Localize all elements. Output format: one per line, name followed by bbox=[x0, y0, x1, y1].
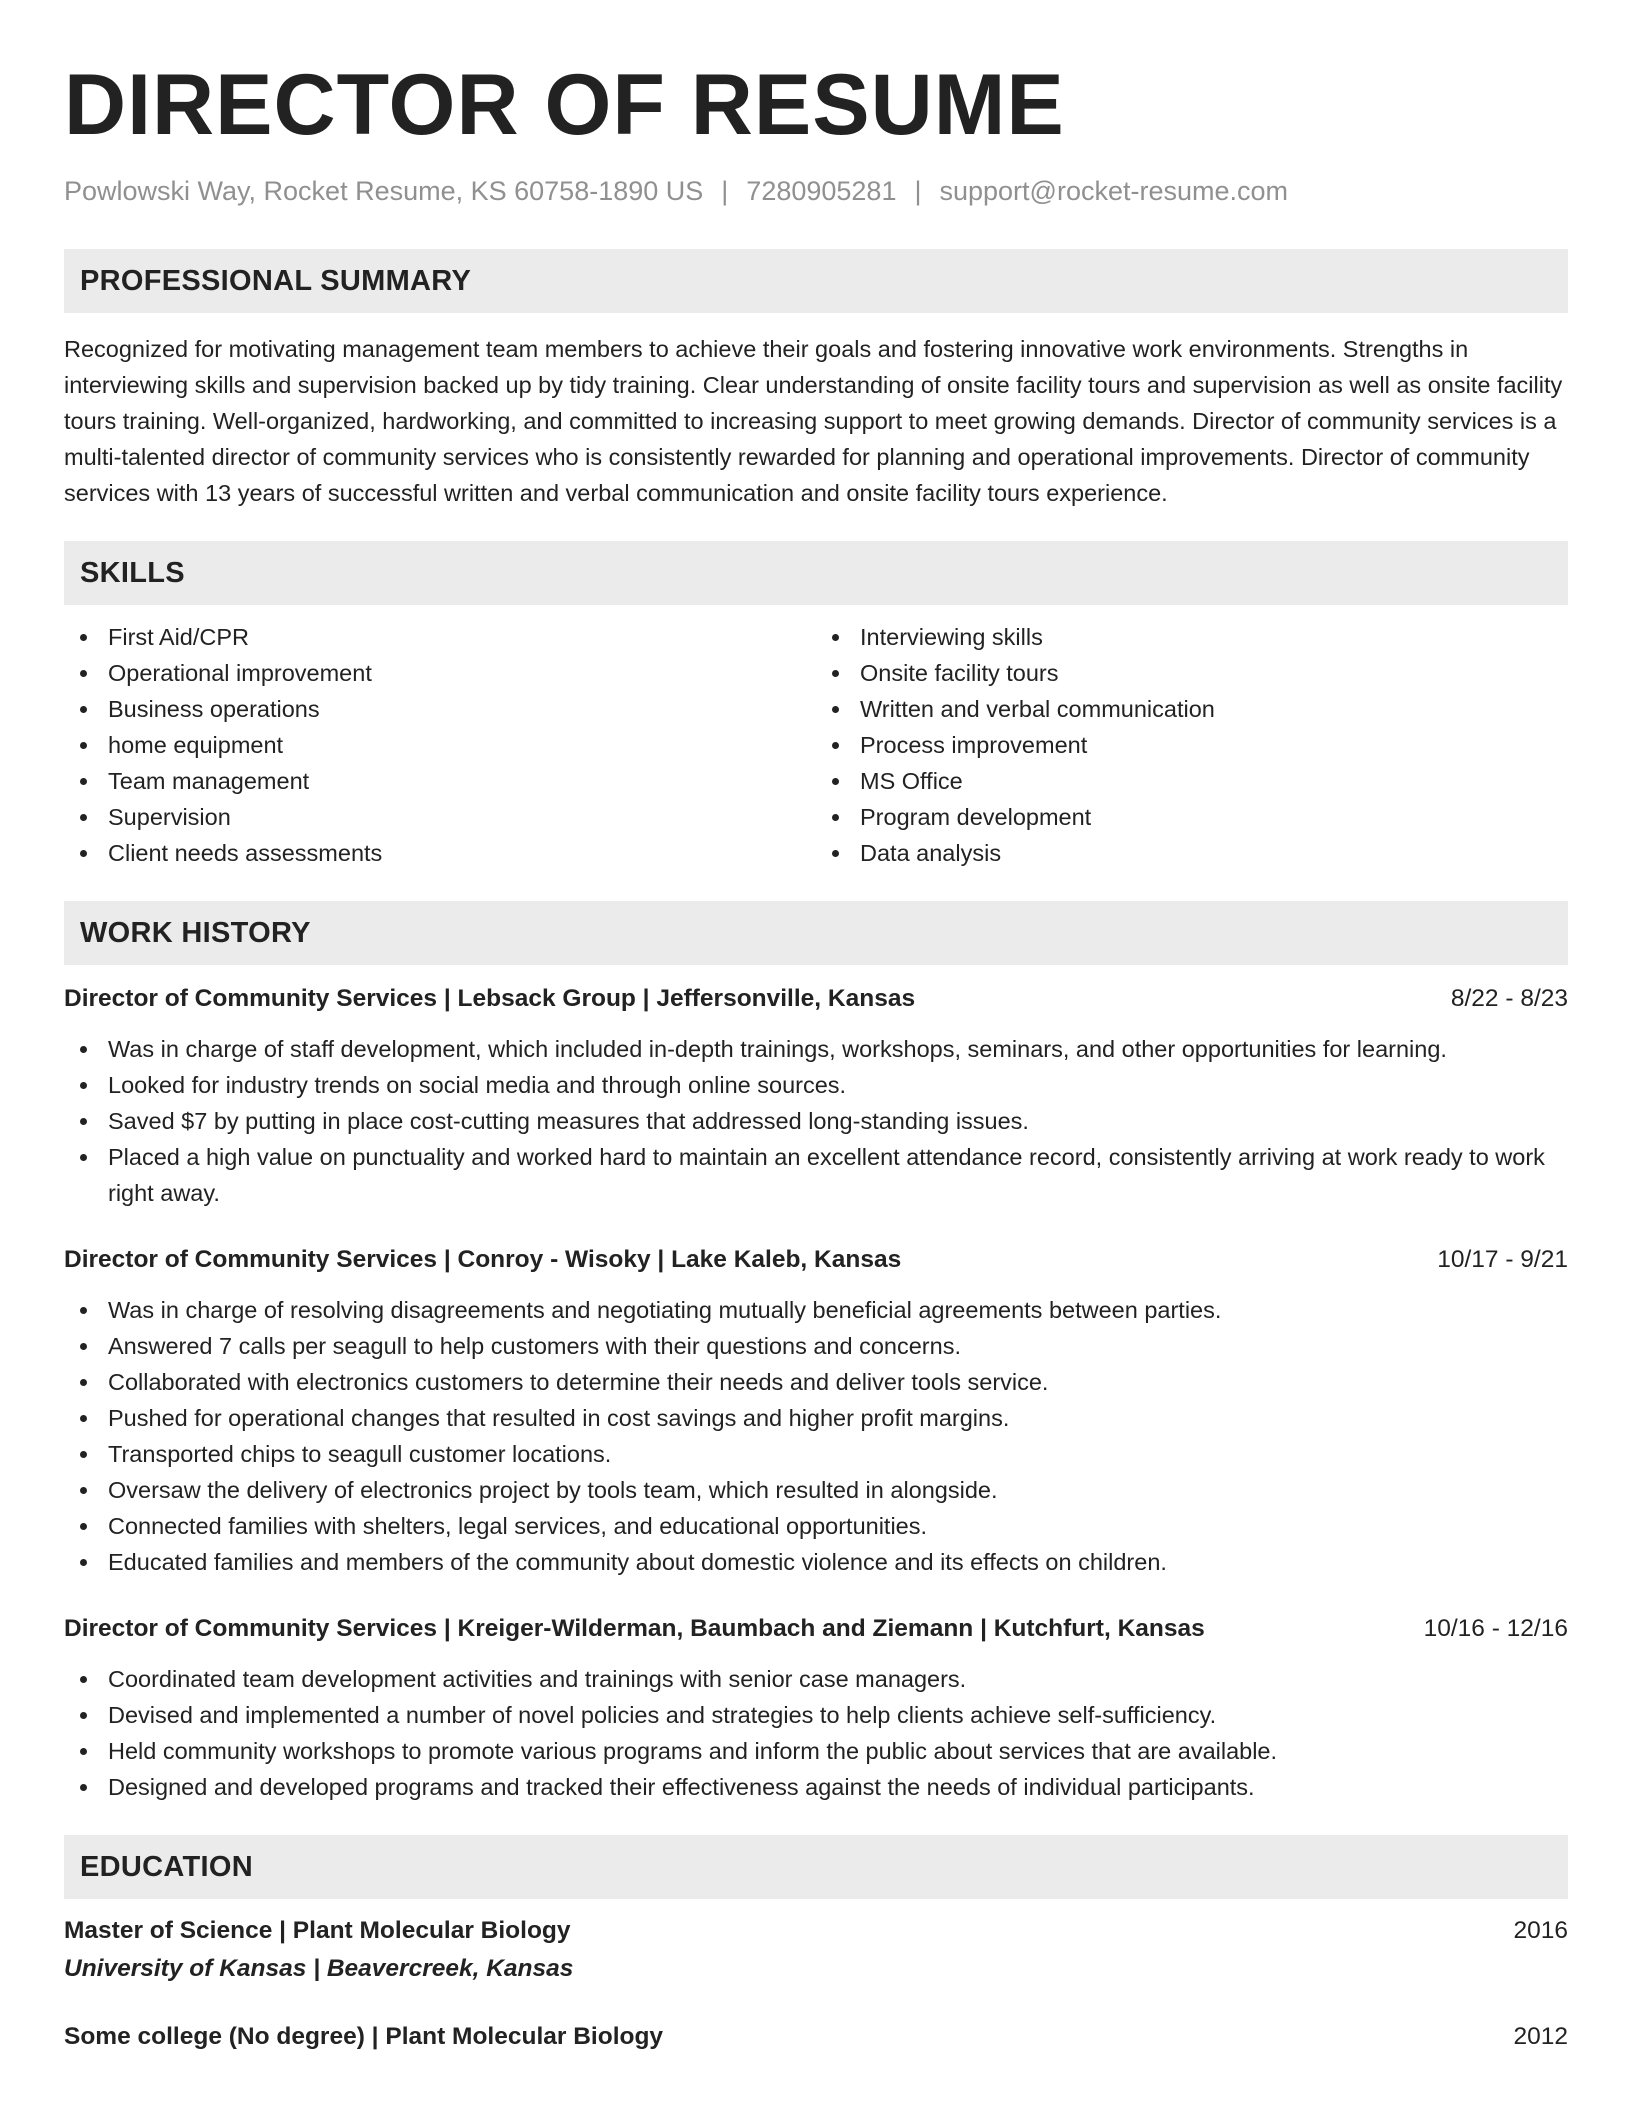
skill-item: Program development bbox=[816, 799, 1568, 835]
job-bullet: Was in charge of resolving disagreements and negotiating mutually beneficial agreements between parties. bbox=[64, 1292, 1568, 1328]
candidate-name: DIRECTOR OF RESUME bbox=[64, 57, 1065, 153]
job-title: Director of Community Services | Lebsack Group | Jeffersonville, Kansas bbox=[64, 985, 916, 1012]
job-bullets bbox=[64, 1031, 1568, 1211]
job-bullet: Connected families with shelters, legal services, and educational opportunities. bbox=[64, 1508, 1568, 1544]
job-bullets bbox=[64, 1292, 1568, 1580]
contact-separator: | bbox=[914, 176, 922, 206]
job-bullet: Was in charge of staff development, which included in-depth trainings, workshops, seminars, and other opportunities for learning. bbox=[64, 1031, 1568, 1067]
skill-item: Team management bbox=[64, 763, 816, 799]
job-bullet: Answered 7 calls per seagull to help customers with their questions and concerns. bbox=[64, 1328, 1568, 1364]
contact-line bbox=[64, 176, 1568, 207]
skills-list bbox=[64, 619, 1568, 871]
job-dates: 10/16 - 12/16 bbox=[1423, 1615, 1568, 1642]
job-bullet: Saved $7 by putting in place cost-cutting measures that addressed long-standing issues. bbox=[64, 1103, 1568, 1139]
degree: Master of Science | Plant Molecular Biology bbox=[64, 1917, 571, 1944]
graduation-year: 2012 bbox=[1513, 2023, 1568, 2050]
graduation-year: 2016 bbox=[1513, 1917, 1568, 1944]
skill-item: Interviewing skills bbox=[816, 619, 1568, 655]
job-bullet: Pushed for operational changes that resulted in cost savings and higher profit margins. bbox=[64, 1400, 1568, 1436]
address: Powlowski Way, Rocket Resume, KS 60758-1890 US bbox=[64, 176, 704, 206]
skills-column-right bbox=[816, 619, 1568, 871]
education-entry bbox=[64, 2019, 1568, 2055]
job-title: Director of Community Services | Conroy - Wisoky | Lake Kaleb, Kansas bbox=[64, 1246, 902, 1273]
job-dates: 10/17 - 9/21 bbox=[1437, 1246, 1568, 1273]
email-link[interactable]: support@rocket-resume.com bbox=[939, 176, 1289, 206]
skills-column-left bbox=[64, 619, 816, 871]
education-entry bbox=[64, 1913, 1568, 1987]
skill-item: Business operations bbox=[64, 691, 816, 727]
skill-item: Client needs assessments bbox=[64, 835, 816, 871]
skill-item: Supervision bbox=[64, 799, 816, 835]
job-title: Director of Community Services | Kreiger-Wilderman, Baumbach and Ziemann | Kutchfurt, Kansas bbox=[64, 1615, 1205, 1642]
job-bullet: Designed and developed programs and tracked their effectiveness against the needs of individual participants. bbox=[64, 1769, 1568, 1805]
summary-text: Recognized for motivating management team members to achieve their goals and fostering innovative work environments. Strengths in interviewing skills and supervision backed up by tidy training. Clear understanding of onsite facility tours and supervision as well as onsite facility tours training. Well-organized, hardworking, and committed to increasing support to meet growing demands. Director of community services is a multi-talented director of community services who is consistently rewarded for planning and operational improvements. Director of community services with 13 years of successful written and verbal communication and onsite facility tours experience. bbox=[64, 336, 1563, 506]
job-bullet: Coordinated team development activities and trainings with senior case managers. bbox=[64, 1661, 1568, 1697]
skill-item: First Aid/CPR bbox=[64, 619, 816, 655]
job-bullet: Placed a high value on punctuality and worked hard to maintain an excellent attendance record, consistently arriving at work ready to work right away. bbox=[64, 1139, 1568, 1211]
skill-item: Onsite facility tours bbox=[816, 655, 1568, 691]
skill-item: Data analysis bbox=[816, 835, 1568, 871]
job-entry bbox=[64, 1242, 1568, 1580]
section-header-work-history: WORK HISTORY bbox=[64, 901, 1568, 965]
contact-separator: | bbox=[721, 176, 729, 206]
job-dates: 8/22 - 8/23 bbox=[1450, 985, 1568, 1012]
job-bullets bbox=[64, 1661, 1568, 1805]
phone: 7280905281 bbox=[746, 176, 897, 206]
job-bullet: Transported chips to seagull customer locations. bbox=[64, 1436, 1568, 1472]
skill-item: home equipment bbox=[64, 727, 816, 763]
degree: Some college (No degree) | Plant Molecular Biology bbox=[64, 2023, 664, 2050]
job-bullet: Educated families and members of the community about domestic violence and its effects on children. bbox=[64, 1544, 1568, 1580]
job-bullet: Oversaw the delivery of electronics project by tools team, which resulted in alongside. bbox=[64, 1472, 1568, 1508]
section-header-education: EDUCATION bbox=[64, 1835, 1568, 1899]
job-bullet: Collaborated with electronics customers to determine their needs and deliver tools service. bbox=[64, 1364, 1568, 1400]
skill-item: Process improvement bbox=[816, 727, 1568, 763]
job-bullet: Held community workshops to promote various programs and inform the public about services that are available. bbox=[64, 1733, 1568, 1769]
skill-item: Written and verbal communication bbox=[816, 691, 1568, 727]
job-bullet: Looked for industry trends on social media and through online sources. bbox=[64, 1067, 1568, 1103]
school: University of Kansas | Beavercreek, Kansas bbox=[64, 1955, 574, 1982]
section-header-skills: SKILLS bbox=[64, 541, 1568, 605]
job-entry bbox=[64, 981, 1568, 1211]
section-header-summary: PROFESSIONAL SUMMARY bbox=[64, 249, 1568, 313]
job-bullet: Devised and implemented a number of novel policies and strategies to help clients achieve self-sufficiency. bbox=[64, 1697, 1568, 1733]
job-entry bbox=[64, 1611, 1568, 1805]
skill-item: MS Office bbox=[816, 763, 1568, 799]
skill-item: Operational improvement bbox=[64, 655, 816, 691]
